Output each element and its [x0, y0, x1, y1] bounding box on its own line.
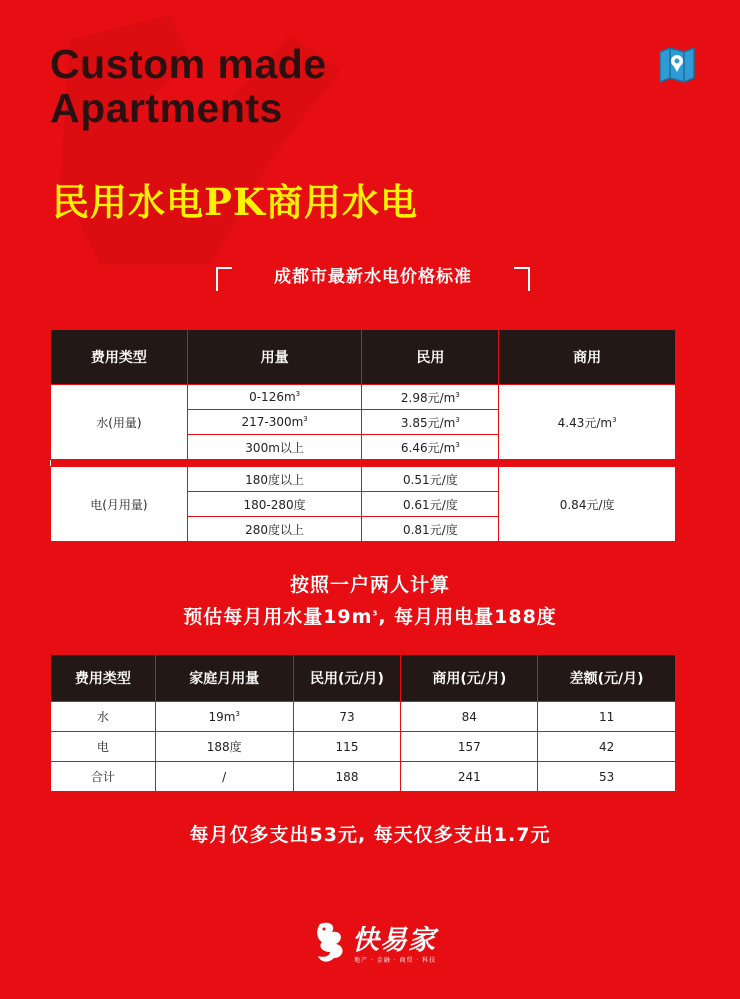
header-cell: 费用类型 — [51, 655, 156, 702]
water-label: 水(用量) — [51, 385, 188, 460]
table-header-row — [51, 330, 676, 385]
civil-price-cell: 0.81元/度 — [362, 517, 499, 542]
table-row — [51, 732, 676, 762]
table-cell: 42 — [538, 732, 676, 762]
table-row — [51, 702, 676, 732]
table-cell: 73 — [293, 702, 401, 732]
brand-name: 快易家 — [352, 925, 436, 956]
table-cell: / — [155, 762, 293, 792]
usage-cell: 180-280度 — [187, 492, 362, 517]
header-cell: 用量 — [187, 330, 362, 385]
usage-cell: $0-126m^3$ — [187, 385, 362, 410]
page-title: Custom made Apartments — [50, 41, 327, 131]
header-cell: 家庭月用量 — [155, 655, 293, 702]
calc-basis: 按照一户两人计算 — [289, 574, 450, 596]
table-cell: 115 — [293, 732, 401, 762]
table-cell: 53 — [538, 762, 676, 792]
table-gap — [51, 460, 676, 467]
header-cell: 商用 — [499, 330, 676, 385]
table-cell: 84 — [401, 702, 538, 732]
subhead-text: 成都市最新水电价格标准 — [274, 267, 472, 287]
map-location-icon — [658, 46, 696, 84]
electric-label: 电(月用量) — [51, 467, 188, 542]
table-cell: 电 — [51, 732, 156, 762]
civil-price-cell: 0.61元/度 — [362, 492, 499, 517]
header-cell: 差额(元/月) — [538, 655, 676, 702]
section-subhead — [216, 260, 530, 296]
header-cell: 商用(元/月) — [401, 655, 538, 702]
table-cell: 水 — [51, 702, 156, 732]
usage-cell: 180度以上 — [187, 467, 362, 492]
header-cell: 民用 — [362, 330, 499, 385]
summary-text: 每月仅多支出53元, 每天仅多支出1.7元 — [189, 824, 551, 846]
table-cell: 合计 — [51, 762, 156, 792]
header-cell: 民用(元/月) — [293, 655, 401, 702]
price-standard-table — [50, 329, 676, 542]
table-cell: 11 — [538, 702, 676, 732]
table-row — [51, 467, 676, 492]
brand-tagline: 地产 · 金融 · 商贸 · 科技 — [354, 957, 437, 964]
usage-cell: $217-300m^3$ — [187, 410, 362, 435]
electric-commercial-price: 0.84元/度 — [499, 467, 676, 542]
table-cell: 241 — [401, 762, 538, 792]
civil-price-cell: 0.51元/度 — [362, 467, 499, 492]
comparison-title: 民用水电PK商用水电 — [52, 180, 418, 224]
water-commercial-price: 4.43元$/m^3$ — [499, 385, 676, 460]
table-row — [51, 762, 676, 792]
table-cell: 157 — [401, 732, 538, 762]
calc-estimate: 预估每月用水量$19m^3$, 每月用电量188度 — [183, 606, 557, 628]
usage-cell: 280度以上 — [187, 517, 362, 542]
bracket-right — [514, 267, 530, 291]
header-cell: 费用类型 — [51, 330, 188, 385]
monthly-cost-table — [50, 654, 676, 792]
civil-price-cell: 3.85元$/m^3$ — [362, 410, 499, 435]
usage-cell: 300m以上 — [187, 435, 362, 460]
civil-price-cell: 2.98元$/m^3$ — [362, 385, 499, 410]
table-cell: 188度 — [155, 732, 293, 762]
table-header-row — [51, 655, 676, 702]
table-row — [51, 385, 676, 410]
table-cell: $19m^3$ — [155, 702, 293, 732]
table-cell: 188 — [293, 762, 401, 792]
civil-price-cell: 6.46元$/m^3$ — [362, 435, 499, 460]
